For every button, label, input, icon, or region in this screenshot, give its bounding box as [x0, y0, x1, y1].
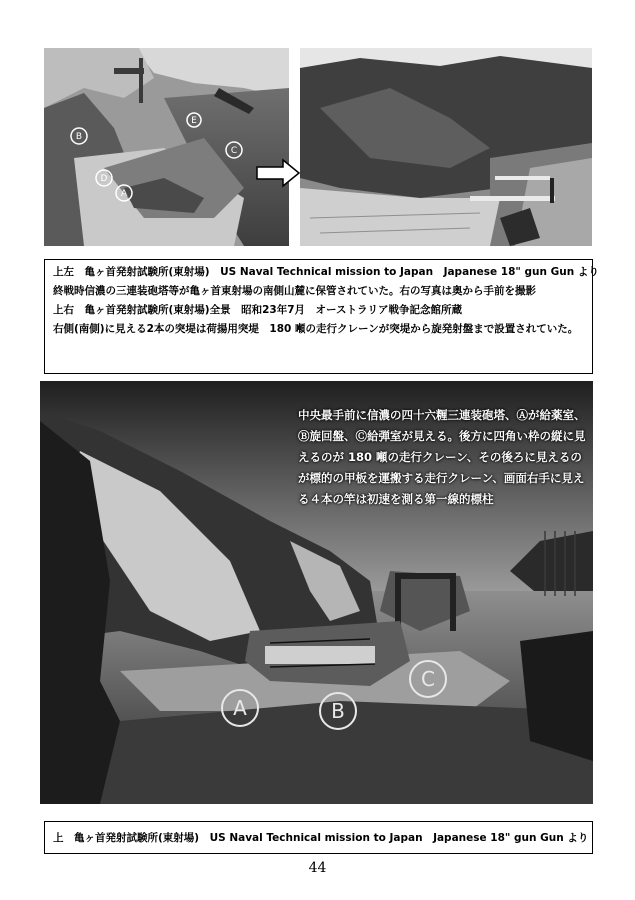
- top-caption-line-2: 終戦時信濃の三連装砲塔等が亀ヶ首東射場の南側山麓に保管されていた。右の写真は奥から手前を撮影: [53, 285, 536, 297]
- main-photo-description: 中央最手前に信濃の四十六糎三連装砲塔、Ⓐが給薬室、Ⓑ旋回盤、Ⓒ給弾室が見える。後方に四角い枠の縦に見えるのが 180 噸の走行クレーン、その後ろに見えるのが標的の甲板を運搬する走行クレーン、画面右手に見える４本の竿は初速を測る第一線的標柱: [298, 408, 586, 506]
- top-caption-line-1: 上左 亀ヶ首発射試験所(東射場) US Naval Technical mission to Japan Japanese 18" gun Gun より: [53, 266, 599, 278]
- top-caption-line-3: 上右 亀ヶ首発射試験所(東射場)全景 昭和23年7月 オーストラリア戦争記念館所蔵: [53, 304, 462, 316]
- marker-b-label: B: [75, 132, 83, 142]
- main-photo: [40, 381, 593, 804]
- marker-d-label: D: [100, 174, 108, 184]
- main-marker-c-label: C: [421, 667, 435, 691]
- top-left-photo: [44, 48, 289, 246]
- top-caption-line-4: 右側(南側)に見える2本の突堤は荷揚用突堤 180 噸の走行クレーンが突堤から旋発射盤まで設置されていた。: [53, 323, 579, 335]
- right-arrow-icon: [255, 158, 301, 188]
- top-caption-box: [44, 259, 599, 374]
- page-number: 44: [308, 860, 327, 876]
- marker-a-label: A: [120, 189, 128, 199]
- marker-c-label: C: [230, 146, 238, 156]
- marker-e-label: E: [191, 116, 197, 126]
- bottom-caption-box: [44, 821, 593, 854]
- main-marker-a-label: A: [233, 696, 247, 720]
- top-right-photo: [300, 48, 592, 246]
- bottom-caption-text: 上 亀ヶ首発射試験所(東射場) US Naval Technical mission to Japan Japanese 18" gun Gun より: [53, 832, 589, 844]
- main-marker-b-label: B: [331, 699, 345, 723]
